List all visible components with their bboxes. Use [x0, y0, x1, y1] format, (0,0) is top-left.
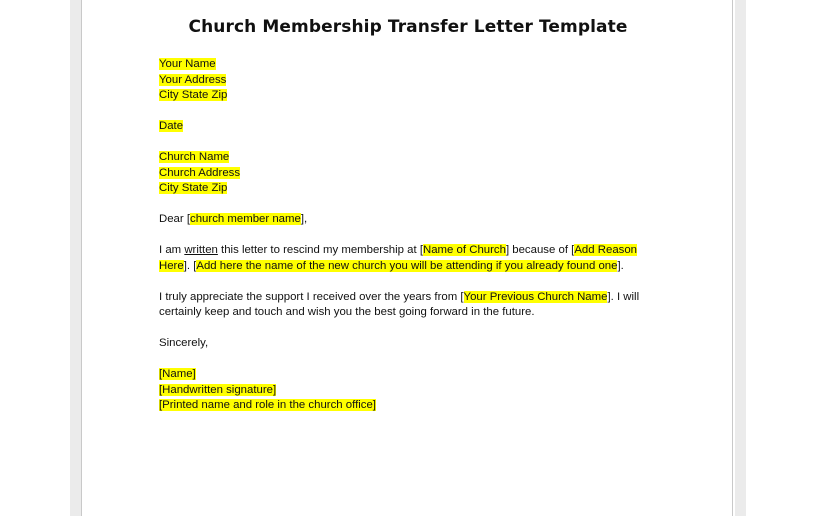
paragraph2-line1	[159, 290, 649, 306]
signature-printed: [Printed name and role in the church office]	[159, 399, 376, 411]
signature-handwritten: [Handwritten signature]	[159, 383, 277, 396]
signature-name: [Name]	[159, 368, 196, 380]
document-page	[81, 0, 733, 516]
signature-printed-line	[159, 398, 649, 414]
salutation	[159, 212, 649, 228]
sender-address-line	[159, 73, 649, 89]
p2-text: I truly appreciate the support I received over the years from [	[159, 290, 464, 303]
date-line	[159, 119, 649, 135]
closing: Sincerely,	[159, 337, 209, 349]
recipient-address-line	[159, 166, 649, 182]
salutation-placeholder: church member name	[190, 213, 301, 225]
p1-text: ] because of [	[505, 244, 575, 256]
reason-placeholder-part2: Here	[159, 259, 184, 272]
p1-text: this letter to rescind my membership at [	[217, 244, 423, 256]
paragraph1-line1	[159, 243, 649, 259]
p1-text: I am	[159, 244, 185, 256]
previous-church-placeholder: Your Previous Church Name	[463, 290, 608, 303]
salutation-prefix: Dear [	[159, 213, 191, 225]
new-church-placeholder: Add here the name of the new church you will be attending if you already found one	[196, 259, 618, 272]
p1-text: ].	[617, 259, 624, 272]
signature-name-line	[159, 367, 649, 383]
page-margin-right	[735, 0, 746, 516]
church-name-placeholder: Name of Church	[423, 244, 506, 256]
sender-city-line	[159, 88, 649, 104]
letter-body	[159, 57, 649, 414]
paragraph2-line2: certainly keep and touch and wish you the best going forward in the future.	[159, 306, 535, 318]
sender-city: City State Zip	[159, 89, 228, 101]
salutation-suffix: ],	[300, 213, 308, 225]
p1-underlined-word: written	[184, 244, 218, 256]
recipient-name: Church Name	[159, 151, 230, 163]
letter-date: Date	[159, 120, 184, 132]
recipient-city: City State Zip	[159, 182, 228, 194]
p1-text: ]. [	[183, 259, 197, 272]
document-title: Church Membership Transfer Letter Template	[188, 17, 628, 37]
signature-handwritten-line	[159, 383, 649, 399]
recipient-name-line	[159, 150, 649, 166]
paragraph1-line2	[159, 259, 649, 275]
reason-placeholder-part1: Add Reason	[574, 244, 638, 256]
recipient-address: Church Address	[159, 166, 241, 179]
sender-address: Your Address	[159, 73, 227, 86]
sender-name-line	[159, 57, 649, 73]
page-margin-left	[70, 0, 81, 516]
p2-text: ]. I will	[607, 290, 640, 303]
sender-name: Your Name	[159, 58, 216, 70]
recipient-city-line	[159, 181, 649, 197]
